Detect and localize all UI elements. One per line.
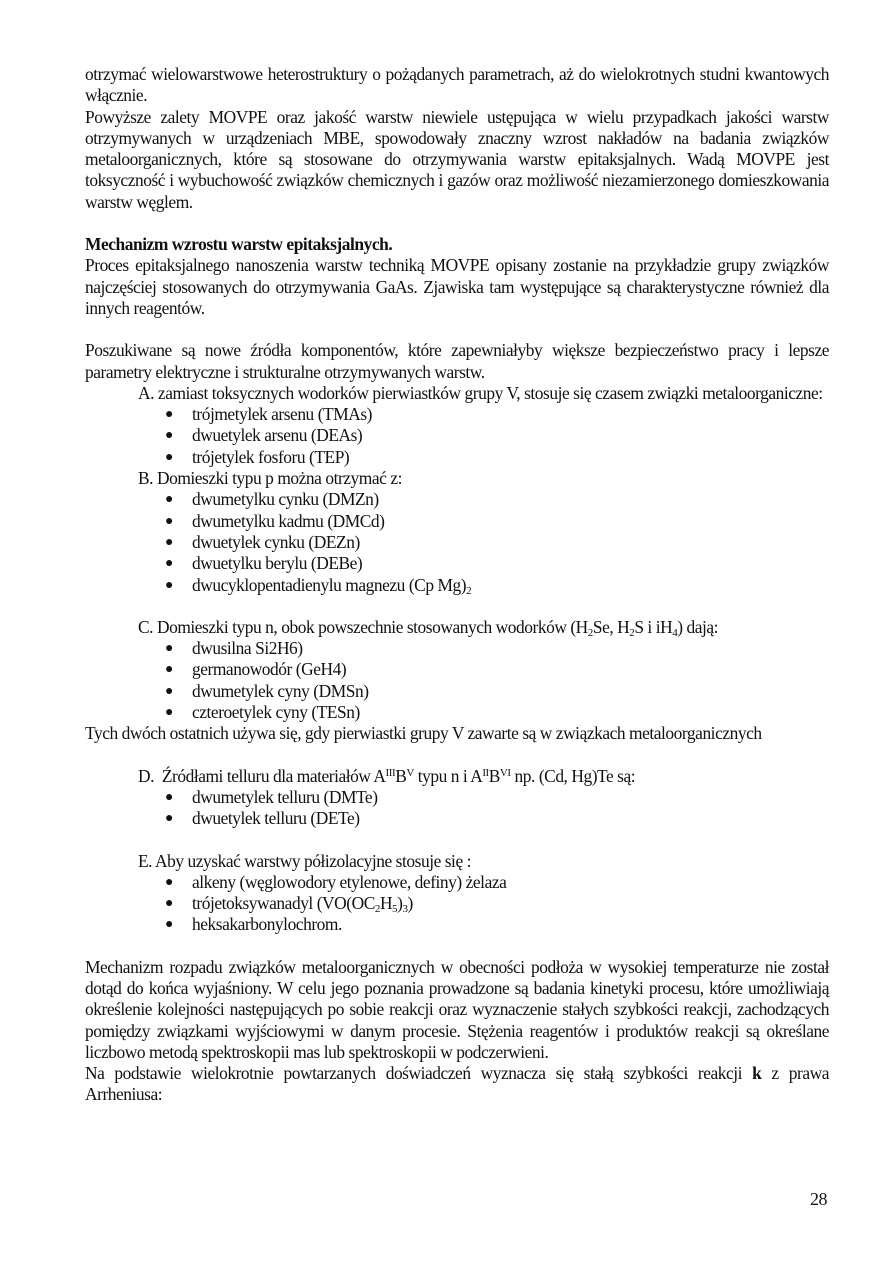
list-item: ● dwuetylek cynku (DEZn) xyxy=(165,531,360,552)
section-d xyxy=(85,766,829,787)
list-item: ● trójetylek fosforu (TEP) xyxy=(165,446,350,467)
bullet-icon: ● xyxy=(165,896,174,912)
bullet-icon: ● xyxy=(165,513,174,529)
section-e xyxy=(85,851,829,872)
section-d-list xyxy=(85,787,829,830)
paragraph-movpe-advantages: Powyższe zalety MOVPE oraz jakość warstw niewiele ustępująca w wielu przypadkach jakości warstw otrzymywanych w urządzeniach MBE, spowodowały znaczny wzrost nakładów na badania związków metaloorganicznych, które są stosowane do otrzymywania warstw epitaksjalnych. Wadą MOVPE jest toksyczność i wybuchowość związków chemicznych i gazów oraz możliwość niezamierzonego domieszkowania warstw węglem. xyxy=(85,106,829,212)
bullet-icon: ● xyxy=(165,492,174,508)
paragraph-decomposition: Mechanizm rozpadu związków metaloorganicznych w obecności podłoża w wysokiej temperaturze nie został dotąd do końca wyjaśniony. W celu jego poznania prowadzone są badania kinetyki procesu, które umożliwiają określenie kolejności następujących po sobie reakcji oraz wyznaczenie stałych szybkości reakcji, zachodzących pomiędzy związkami wyjściowymi w danym procesie. Stężenia reagentów i produktów reakcji są określane liczbowo metodą spektroskopii mas lub spektroskopii w podczerwieni. xyxy=(85,956,829,1062)
bullet-icon: ● xyxy=(165,428,174,444)
bullet-icon: ● xyxy=(165,811,174,827)
bullet-icon: ● xyxy=(165,449,174,465)
bullet-icon: ● xyxy=(165,683,174,699)
document-page xyxy=(85,64,829,1106)
list-item: ● trójetoksywanadyl $(VO(OC_2H_5)_3)$ xyxy=(165,893,413,916)
list-item: ● dwuetylku berylu (DEBe) xyxy=(165,553,363,574)
list-item: ● dwucyklopentadienylu magnezu (Cp $Mg)_2$ xyxy=(165,574,472,597)
section-b-text: Domieszki typu p można otrzymać z: xyxy=(156,468,402,489)
bullet-icon: ● xyxy=(165,407,174,423)
section-e-label: E. xyxy=(138,850,153,871)
bullet-icon: ● xyxy=(165,577,174,593)
section-heading: Mechanizm wzrostu warstw epitaksjalnych. xyxy=(85,234,393,255)
section-e-text: Aby uzyskać warstwy półizolacyjne stosuje się : xyxy=(155,850,471,871)
bullet-icon: ● xyxy=(165,534,174,550)
bullet-icon: ● xyxy=(165,874,174,890)
list-item: ● trójmetylek arsenu (TMAs) xyxy=(165,404,372,425)
section-c xyxy=(85,617,829,638)
paragraph-intro: otrzymać wielowarstwowe heterostruktury o pożądanych parametrach, aż do wielokrotnych studni kwantowych włącznie. xyxy=(85,64,829,106)
bullet-icon: ● xyxy=(165,641,174,657)
section-a-list xyxy=(85,404,829,468)
section-b xyxy=(85,468,829,489)
bullet-icon: ● xyxy=(165,705,174,721)
section-c-label: C. xyxy=(138,616,154,637)
bullet-icon: ● xyxy=(165,662,174,678)
section-c-text: Domieszki typu n, obok powszechnie stosowanych wodorków ($H_2Se$, $H_2S$ i $iH_4$) dają: xyxy=(156,616,719,639)
list-item: ● dwumetylku kadmu (DMCd) xyxy=(165,510,385,531)
paragraph-process: Proces epitaksjalnego nanoszenia warstw techniką MOVPE opisany zostanie na przykładzie grupy związków najczęściej stosowanych do otrzymywania GaAs. Zjawiska tam występujące są charakterystyczne również dla innych reagentów. xyxy=(85,255,829,318)
paragraph-note: Tych dwóch ostatnich używa się, gdy pierwiastki grupy V zawarte są w związkach metaloorganicznych xyxy=(85,723,762,744)
section-c-list xyxy=(85,638,829,723)
list-item: ● alkeny (węglowodory etylenowe, definy) żelaza xyxy=(165,871,507,892)
section-b-list xyxy=(85,489,829,595)
list-item: ● dwumetylek telluru (DMTe) xyxy=(165,786,378,807)
section-a-label: A. xyxy=(138,382,155,403)
section-d-label: D. xyxy=(138,765,155,786)
page-number: 28 xyxy=(810,1189,828,1209)
section-a xyxy=(85,383,829,404)
list-item: ● dwumetylku cynku (DMZn) xyxy=(165,489,379,510)
section-b-label: B. xyxy=(138,468,154,489)
list-item: ● czteroetylek cyny (TESn) xyxy=(165,702,360,723)
list-item: ● dwuetylek telluru (DETe) xyxy=(165,808,360,829)
paragraph-arrhenius: Na podstawie wielokrotnie powtarzanych doświadczeń wyznacza się stałą szybkości reakcji k z prawa Arrheniusa: xyxy=(85,1063,829,1105)
list-item: ● dwusilna Si2H6) xyxy=(165,638,303,659)
section-e-list xyxy=(85,872,829,936)
bullet-icon: ● xyxy=(165,556,174,572)
bullet-icon: ● xyxy=(165,789,174,805)
list-item: ● dwuetylek arsenu (DEAs) xyxy=(165,425,363,446)
paragraph-new-sources: Poszukiwane są nowe źródła komponentów, które zapewniałyby większe bezpieczeństwo pracy i lepsze parametry elektryczne i strukturalne otrzymywanych warstw. xyxy=(85,340,829,382)
list-item: ● dwumetylek cyny (DMSn) xyxy=(165,680,369,701)
section-a-text: zamiast toksycznych wodorków pierwiastków grupy V, stosuje się czasem związki metaloorganiczne: xyxy=(157,382,823,403)
list-item: ● germanowodór (GeH4) xyxy=(165,659,347,680)
list-item: ● heksakarbonylochrom. xyxy=(165,914,342,935)
section-d-text: Źródłami telluru dla materiałów $A^{III}B^V$ typu n i $A^{II}B^{VI}$ np. (Cd, Hg)Te są: xyxy=(161,765,636,786)
bullet-icon: ● xyxy=(165,917,174,933)
